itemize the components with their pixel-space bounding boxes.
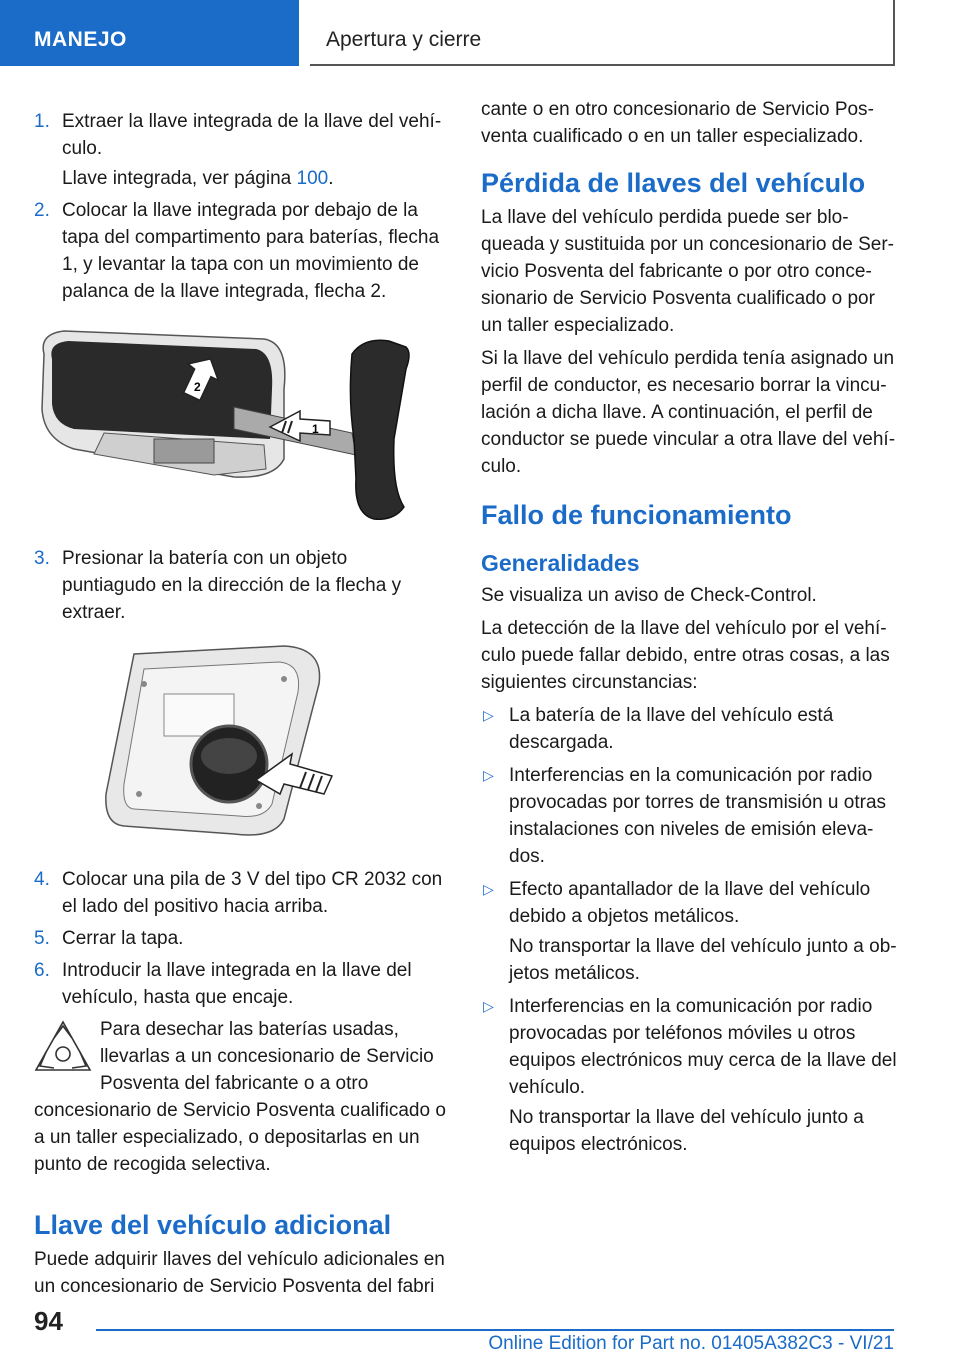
step-item — [34, 925, 446, 952]
key-battery-cover-illustration — [34, 329, 446, 529]
right-column — [481, 96, 897, 1164]
step-number: 5. — [34, 928, 50, 949]
subheading-general: Generalidades — [481, 550, 640, 576]
paragraph-general-1: Se visualiza un aviso de Check-Control. — [481, 585, 817, 606]
heading-additional-key: Llave del vehículo adicional — [34, 1210, 392, 1240]
bullet-note: No transportar la llave del vehículo junto a objetos metálicos. — [509, 936, 897, 984]
battery-removal-illustration — [34, 644, 446, 844]
recycle-icon — [32, 1016, 94, 1086]
arrow-label-1: 1 — [312, 422, 319, 436]
paragraph-continued: cante o en otro concesionario de Servicio Posventa cualificado o en un taller especializado. — [481, 99, 874, 147]
step-number: 3. — [34, 548, 50, 569]
bullet-text: La batería de la llave del vehículo está descargada. — [509, 705, 834, 753]
step-item — [34, 545, 446, 626]
reference-text: Llave integrada, ver página — [62, 168, 297, 189]
triangle-bullet-icon: ▷ — [483, 707, 494, 723]
section-tab — [0, 0, 299, 66]
step-text: Cerrar la tapa. — [62, 928, 184, 949]
bullet-item — [481, 993, 897, 1158]
bullet-item — [481, 702, 897, 756]
step-number: 1. — [34, 111, 50, 132]
step-item — [34, 866, 446, 920]
step-number: 4. — [34, 869, 50, 890]
bullet-item — [481, 876, 897, 987]
recycling-note-text: Para desechar las baterías usadas, llevarlas a un concesionario de Servicio Posventa del fabricante o a otro concesionario de Servicio Posventa cualificado o a un taller especializado, o depositarlas en un punto de recogida selectiva. — [34, 1019, 446, 1175]
step-text: Introducir la llave integrada en la llave del vehículo, hasta que encaje. — [62, 960, 412, 1008]
reference-suffix: . — [328, 168, 334, 189]
step-number: 2. — [34, 200, 50, 221]
bullet-text: Efecto apantallador de la llave del vehículo debido a objetos metálicos. — [509, 879, 871, 927]
recycling-note — [34, 1016, 446, 1178]
step-item — [34, 108, 446, 192]
step-item — [34, 197, 446, 305]
step-item — [34, 957, 446, 1011]
section-title: MANEJO — [34, 28, 127, 51]
bullet-item — [481, 762, 897, 870]
step-reference — [62, 165, 446, 192]
triangle-bullet-icon: ▷ — [483, 998, 494, 1014]
arrow-label-2: 2 — [194, 380, 201, 394]
paragraph-key-loss-1: La llave del vehículo perdida puede ser bloqueada y sustituida por un concesionario de Servicio Posventa del fabricante o por otro concesionario de Servicio Posventa cualificado o por un taller especializado. — [481, 207, 894, 336]
footer-edition: Online Edition for Part no. 01405A382C3 - VI/21 — [488, 1333, 894, 1354]
page-link[interactable]: 100 — [296, 168, 329, 189]
step-text: Colocar una pila de 3 V del tipo CR 2032 con el lado del positivo hacia arriba. — [62, 869, 443, 917]
step-number: 6. — [34, 960, 50, 981]
chapter-title: Apertura y cierre — [326, 28, 482, 51]
paragraph-additional-key: Puede adquirir llaves del vehículo adicionales en un concesionario de Servicio Posventa del fabri — [34, 1249, 445, 1297]
bullet-text: Interferencias en la comunicación por radio provocadas por torres de transmisión u otras instalaciones con niveles de emisión elevados. — [509, 765, 887, 867]
footer-divider — [96, 1329, 894, 1331]
heading-key-loss: Pérdida de llaves del vehículo — [481, 168, 866, 198]
step-text: Presionar la batería con un objeto puntiagudo en la dirección de la flecha y extraer. — [62, 548, 402, 623]
left-column — [34, 108, 446, 1306]
bullet-text: Interferencias en la comunicación por radio provocadas por teléfonos móviles u otros equipos electrónicos muy cerca de la llave del vehículo. — [509, 996, 897, 1098]
page-number: 94 — [34, 1306, 63, 1336]
step-text: Colocar la llave integrada por debajo de la tapa del compartimento para baterías, flecha 1, y levantar la tapa con un movimiento de palanca de la llave integrada, flecha 2. — [62, 200, 440, 302]
chapter-header — [310, 0, 895, 66]
triangle-bullet-icon: ▷ — [483, 767, 494, 783]
step-text: Extraer la llave integrada de la llave del vehículo. — [62, 111, 442, 159]
triangle-bullet-icon: ▷ — [483, 881, 494, 897]
bullet-note: No transportar la llave del vehículo junto a equipos electrónicos. — [509, 1107, 864, 1155]
paragraph-general-2: La detección de la llave del vehículo por el vehículo puede fallar debido, entre otras cosas, a las siguientes circunstancias: — [481, 618, 890, 693]
paragraph-key-loss-2: Si la llave del vehículo perdida tenía asignado un perfil de conductor, es necesario borrar la vinculación a dicha llave. A continuación, el perfil de conductor se puede vincular a otra llave del vehículo. — [481, 348, 896, 477]
heading-malfunction: Fallo de funcionamiento — [481, 500, 792, 530]
